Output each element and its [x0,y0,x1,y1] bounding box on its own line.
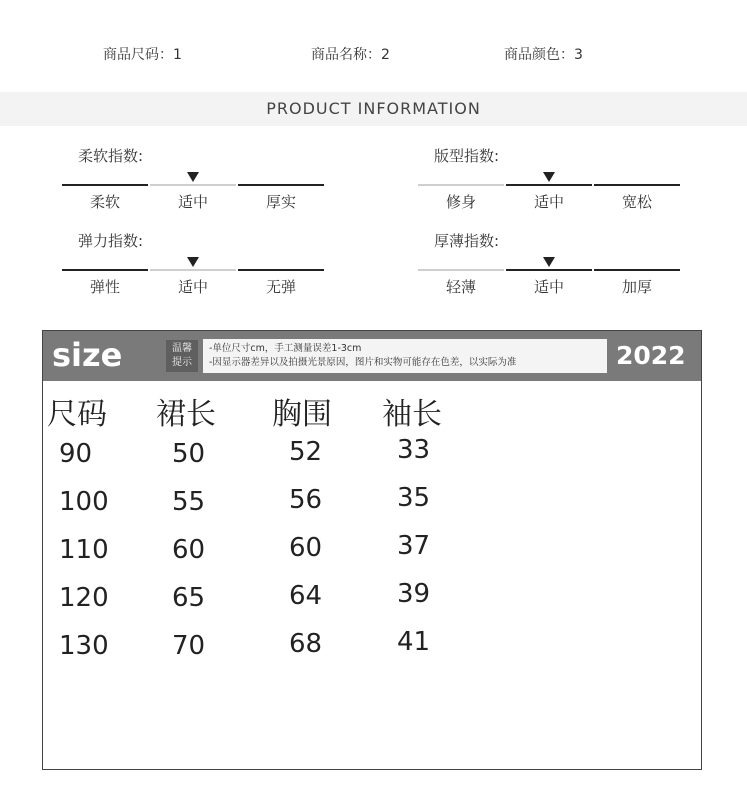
tip-line: -因显示器差异以及拍摄光景原因，图片和实物可能存在色差，以实际为准 [209,357,517,368]
product-name-meta [311,44,390,64]
scale-label: 弹性 [89,278,120,296]
size-cell: 35 [397,483,431,513]
scale-label: 适中 [177,193,208,211]
size-cell: 33 [397,435,431,465]
tip-badge [166,340,198,372]
size-cell: 56 [289,485,323,515]
size-chart [42,330,702,770]
column-header-bust: 胸围 [272,397,332,432]
size-cell: 68 [289,629,323,659]
product-color-meta [504,44,583,64]
tip-badge-line: 提示 [172,357,192,368]
product-size-value: 1 [173,47,182,63]
scale-segment [506,269,592,271]
scale-label: 适中 [177,278,208,296]
size-cell: 120 [59,583,109,613]
elasticity-index-title: 弹力指数: [78,232,144,250]
scale-segment [150,184,236,186]
banner-title: PRODUCT INFORMATION [266,99,481,118]
size-cell: 60 [172,535,206,565]
softness-index-scale [62,172,326,211]
thickness-index-scale [418,257,682,296]
fit-index-scale [418,172,682,211]
year-label: 2022 [616,341,686,370]
size-cell: 90 [59,439,93,469]
scale-segment [506,184,592,186]
scale-label: 适中 [533,193,564,211]
size-cell: 41 [397,627,431,657]
scale-label: 适中 [533,278,564,296]
scale-segment [150,269,236,271]
scale-label: 柔软 [89,193,120,211]
size-cell: 70 [172,631,206,661]
size-cell: 60 [289,533,323,563]
product-color-value: 3 [574,47,583,63]
size-cell: 37 [397,531,431,561]
size-cell: 130 [59,631,109,661]
tip-badge-line: 温馨 [172,343,192,354]
scale-indicator-icon [543,172,555,182]
column-header-sleeve-length: 袖长 [382,397,442,432]
size-cell: 50 [172,439,206,469]
scale-segment [418,269,504,271]
tip-notes [203,339,607,373]
scale-segment [594,184,680,186]
product-color-label: 商品颜色： [504,47,574,63]
size-cell: 65 [172,583,206,613]
scale-label: 加厚 [621,278,652,296]
elasticity-index-scale [62,257,326,296]
scale-label: 无弹 [265,278,296,296]
scale-segment [238,269,324,271]
size-cell: 110 [59,535,109,565]
scale-indicator-icon [187,172,199,182]
product-info-banner [0,92,747,126]
size-heading: size [52,336,123,374]
scale-segment [238,184,324,186]
size-cell: 55 [172,487,206,517]
product-name-label: 商品名称： [311,47,381,63]
scale-segment [594,269,680,271]
scale-segment [62,184,148,186]
product-name-value: 2 [381,47,390,63]
size-cell: 64 [289,581,323,611]
scale-label: 宽松 [621,193,652,211]
column-header-size: 尺码 [47,397,107,432]
product-size-label: 商品尺码： [103,47,173,63]
fit-index-title: 版型指数: [434,147,500,165]
size-cell: 100 [59,487,109,517]
thickness-index-title: 厚薄指数: [434,232,500,250]
size-cell: 52 [289,437,323,467]
column-header-dress-length: 裙长 [156,397,216,432]
scale-label: 轻薄 [445,278,476,296]
scale-segment [418,184,504,186]
softness-index-title: 柔软指数: [78,147,144,165]
size-chart-header [43,331,701,381]
scale-label: 修身 [445,193,476,211]
scale-indicator-icon [543,257,555,267]
tip-line: -单位尺寸cm，手工测量误差1-3cm [209,343,362,354]
scale-indicator-icon [187,257,199,267]
scale-label: 厚实 [265,193,296,211]
product-size-meta [103,44,182,64]
scale-segment [62,269,148,271]
size-cell: 39 [397,579,431,609]
